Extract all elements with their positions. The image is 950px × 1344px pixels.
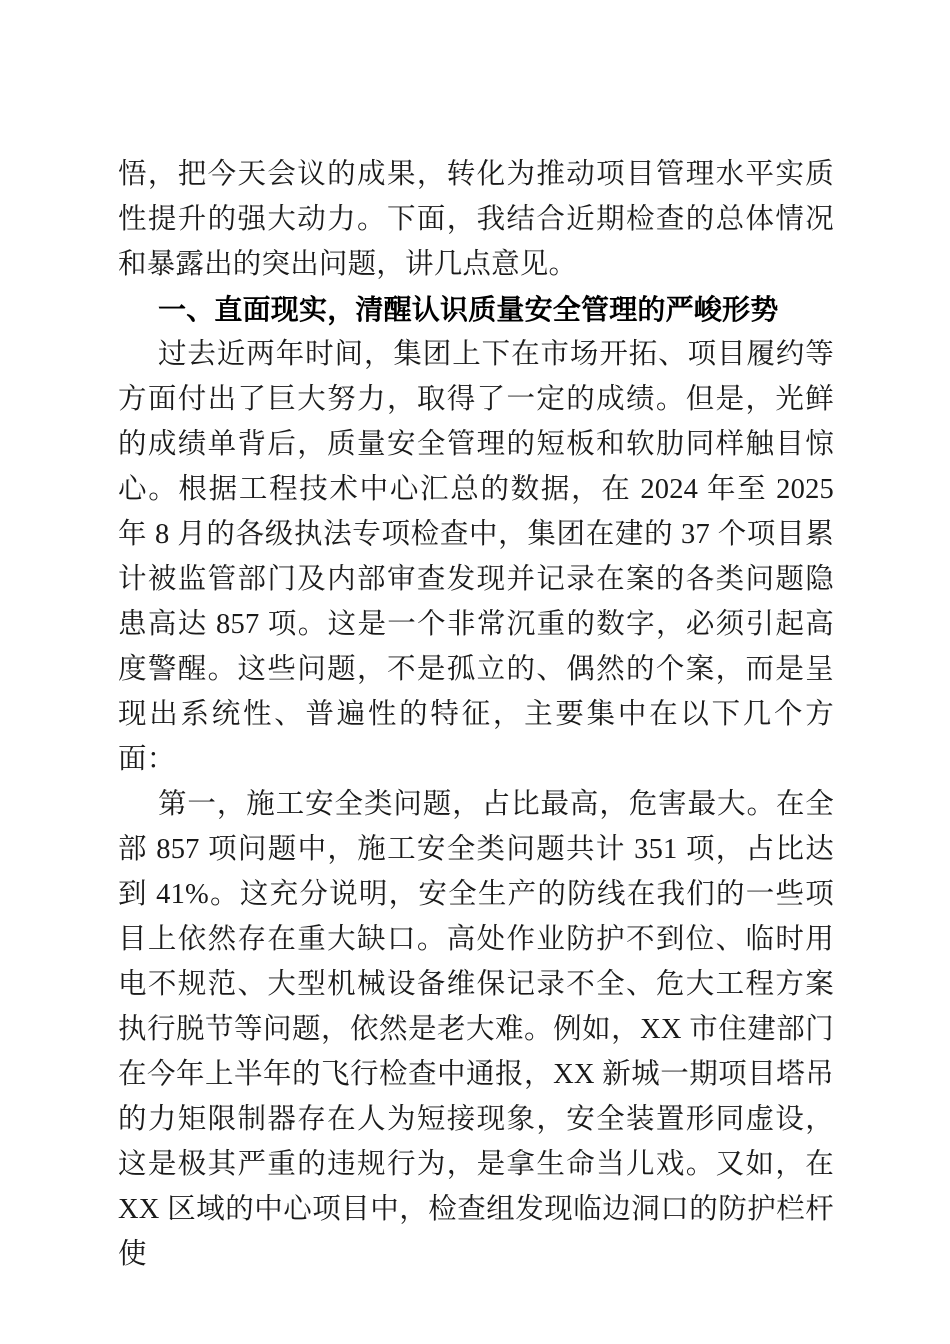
paragraph-overview-statistics: 过去近两年时间，集团上下在市场开拓、项目履约等方面付出了巨大努力，取得了一定的成绩。但是，光鲜的成绩单背后，质量安全管理的短板和软肋同样触目惊心。根据工程技术中心汇总的数据，在 2024 年至 2025 年 8 月的各级执法专项检查中，集团在建的 37 个项目累计被监管部门及内部审查发现并记录在案的各类问题隐患高达 857 项。这是一个非常沉重的数字，必须引起高度警醒。这些问题，不是孤立的、偶然的个案，而是呈现出系统性、普遍性的特征，主要集中在以下几个方面：: [118, 339, 834, 775]
paragraph-opening: 悟，把今天会议的成果，转化为推动项目管理水平实质性提升的强大动力。下面，我结合近期检查的总体情况和暴露出的突出问题，讲几点意见。: [118, 159, 834, 280]
paragraph-point-one-construction-safety: 第一，施工安全类问题，占比最高，危害最大。在全部 857 项问题中，施工安全类问题共计 351 项，占比达到 41%。这充分说明，安全生产的防线在我们的一些项目上依然存在重大缺口。高处作业防护不到位、临时用电不规范、大型机械设备维保记录不全、危大工程方案执行脱节等问题，依然是老大难。例如，XX 市住建部门在今年上半年的飞行检查中通报，XX 新城一期项目塔吊的力矩限制器存在人为短接现象，安全装置形同虚设，这是极其严重的违规行为，是拿生命当儿戏。又如，在 XX 区域的中心项目中，检查组发现临边洞口的防护栏杆使: [118, 789, 834, 1270]
document-body: [118, 152, 834, 1277]
section-heading-one: 一、直面现实，清醒认识质量安全管理的严峻形势: [158, 294, 779, 325]
